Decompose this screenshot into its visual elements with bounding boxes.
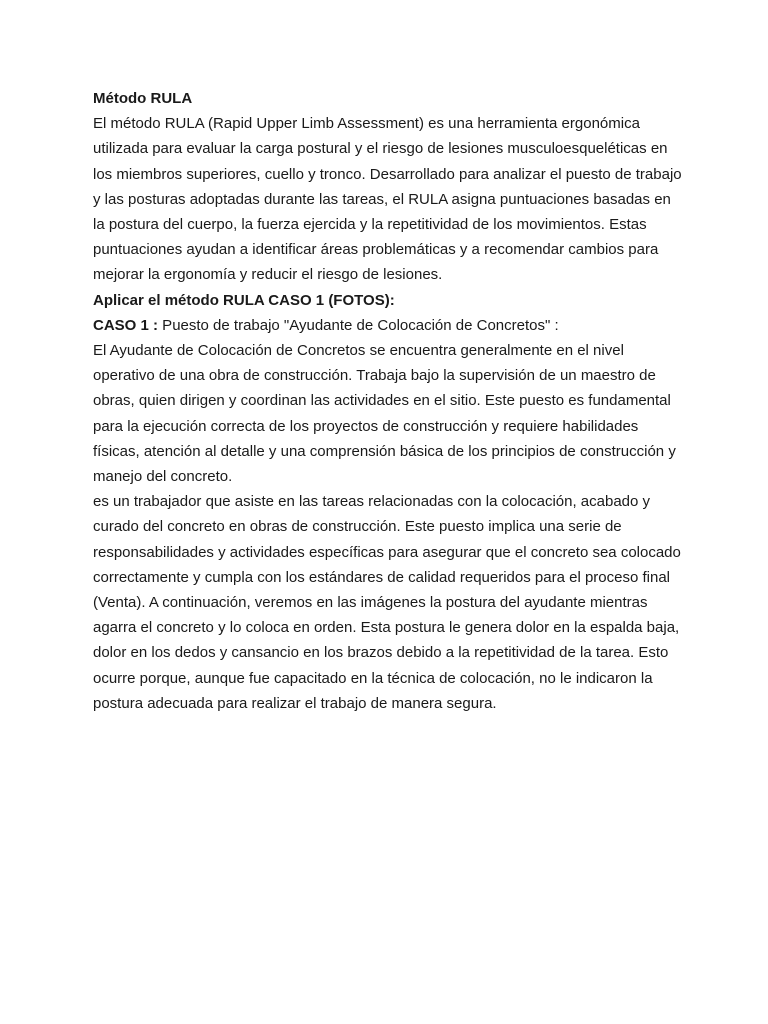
case-title: Puesto de trabajo "Ayudante de Colocación de Concretos" :	[158, 316, 559, 334]
document-heading: Método RULA	[93, 90, 193, 107]
case-label: CASO 1 :	[93, 316, 159, 334]
apply-heading: Aplicar el método RULA CASO 1 (FOTOS):	[93, 291, 395, 309]
case-title-line	[93, 313, 683, 338]
case-paragraph-2: es un trabajador que asiste en las tareas relacionadas con la colocación, acabado y curado del concreto en obras de construcción. Este puesto implica una serie de responsabilidades y actividades específicas para asegurar que el concreto sea colocado correctamente y cumpla con los estándares de calidad requeridos para el proceso final (Venta). A continuación, veremos en las imágenes la postura del ayudante mientras agarra el concreto y lo coloca en orden. Esta postura le genera dolor en la espalda baja, dolor en los dedos y cansancio en los brazos debido a la repetitividad de la tarea. Esto ocurre porque, aunque fue capacitado en la técnica de colocación, no le indicaron la postura adecuada para realizar el trabajo de manera segura.	[93, 493, 681, 712]
intro-paragraph: El método RULA (Rapid Upper Limb Assessment) es una herramienta ergonómica utilizada para evaluar la carga postural y el riesgo de lesiones musculoesqueléticas en los miembros superiores, cuello y tronco. Desarrollado para analizar el puesto de trabajo y las posturas adoptadas durante las tareas, el RULA asigna puntuaciones basadas en la postura del cuerpo, la fuerza ejercida y la repetitividad de los movimientos. Estas puntuaciones ayudan a identificar áreas problemáticas y a recomendar cambios para mejorar la ergonomía y reducir el riesgo de lesiones.	[93, 115, 682, 284]
document-page	[93, 86, 683, 716]
case-paragraph-1: El Ayudante de Colocación de Concretos se encuentra generalmente en el nivel operativo de una obra de construcción. Trabaja bajo la supervisión de un maestro de obras, quien dirigen y coordinan las actividades en el sitio. Este puesto es fundamental para la ejecución correcta de los proyectos de construcción y requiere habilidades físicas, atención al detalle y una comprensión básica de los principios de construcción y manejo del concreto.	[93, 342, 676, 486]
